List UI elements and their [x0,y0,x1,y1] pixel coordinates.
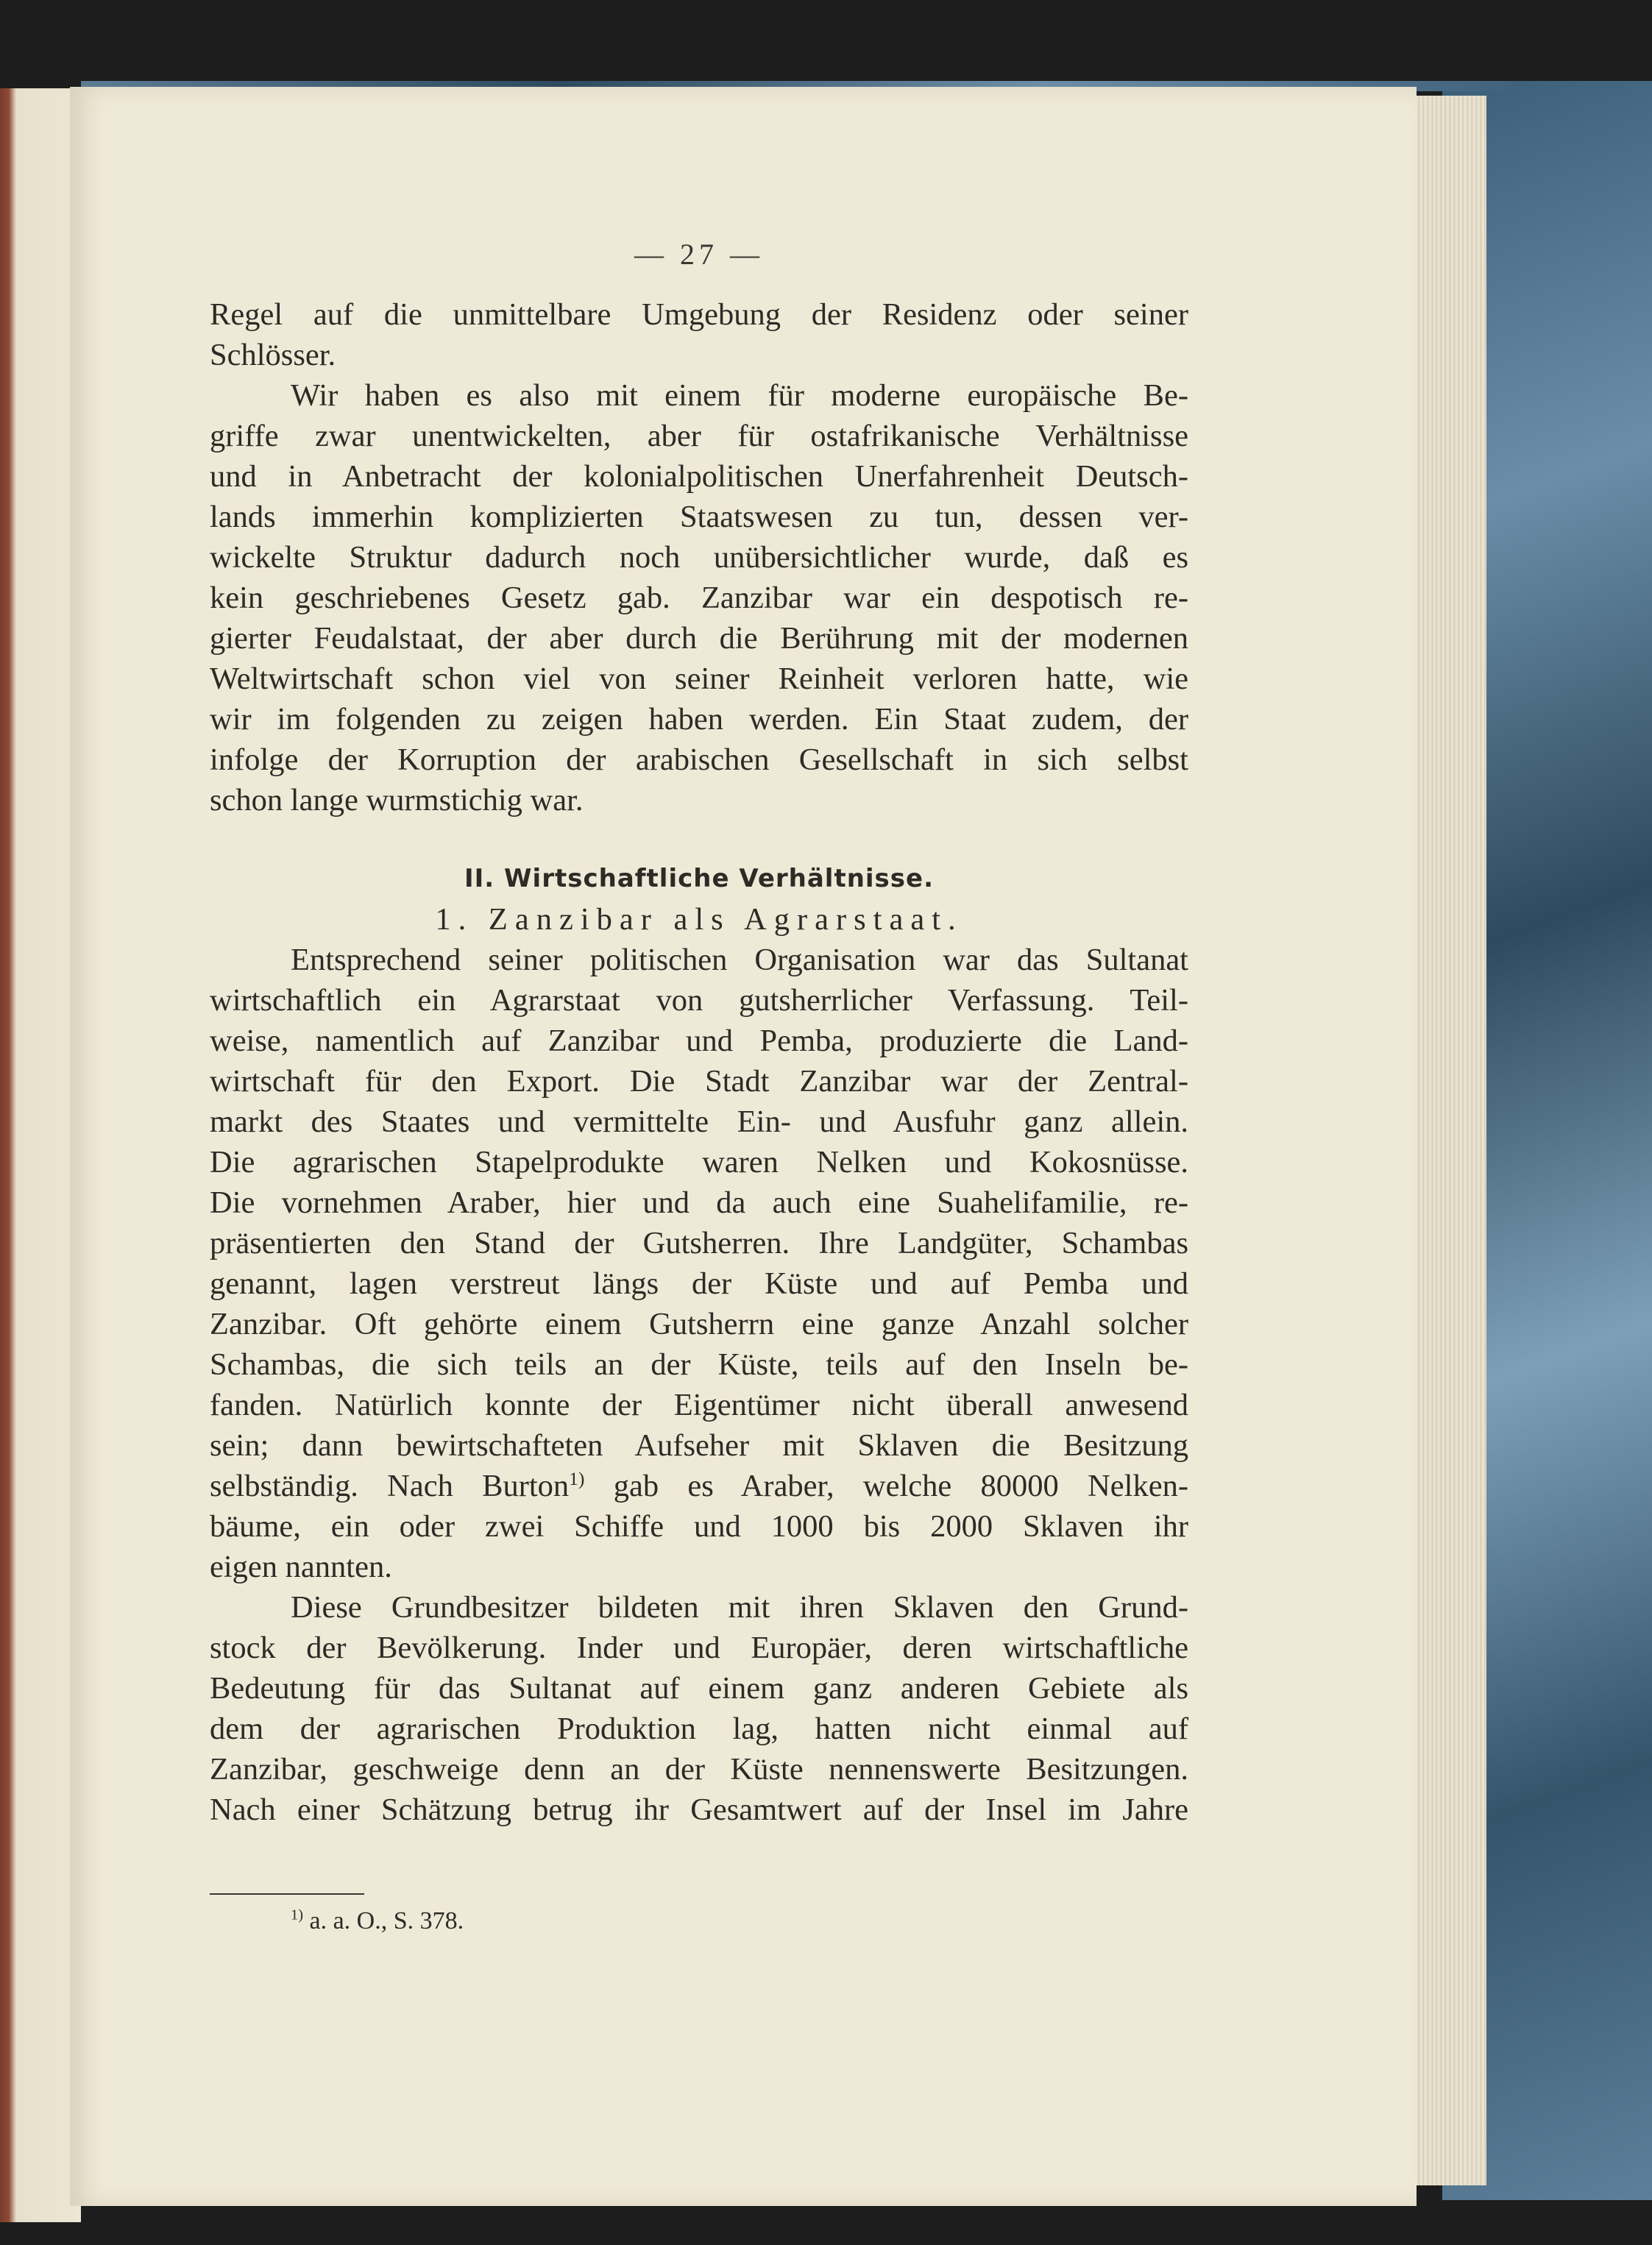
text-line: Wir haben es also mit einem für moderne europäische Be- [291,378,1188,413]
text-line: gierter Feudalstaat, der aber durch die Berührung mit der modernen [210,621,1188,656]
text-line: Zanzibar. Oft gehörte einem Gutsherrn eine ganze Anzahl solcher [210,1307,1188,1341]
text-line: sein; dann bewirtschafteten Aufseher mit Sklaven die Besitzung [210,1428,1188,1463]
text-line: eigen nannten. [210,1550,392,1584]
text-line: wirtschaft für den Export. Die Stadt Zanzibar war der Zentral- [210,1064,1188,1099]
text-line: lands immerhin komplizierten Staatswesen zu tun, dessen ver- [210,500,1188,534]
text-line: genannt, lagen verstreut längs der Küste und auf Pemba und [210,1266,1188,1301]
subsection-heading: 1. Zanzibar als Agrarstaat. [435,902,963,937]
text-line: Zanzibar, geschweige denn an der Küste nennenswerte Besitzungen. [210,1752,1188,1787]
text-line: markt des Staates und vermittelte Ein- und Ausfuhr ganz allein. [210,1104,1188,1139]
text-line: Bedeutung für das Sultanat auf einem ganz anderen Gebiete als [210,1671,1188,1706]
text-line: Entsprechend seiner politischen Organisation war das Sultanat [291,943,1188,977]
text-line: wirtschaftlich ein Agrarstaat von gutsherrlicher Verfassung. Teil- [210,983,1188,1018]
footnote [291,1907,464,1935]
text-line [210,1466,1188,1506]
text-line: Die agrarischen Stapelprodukte waren Nelken und Kokosnüsse. [210,1145,1188,1180]
page-number: — 27 — [634,238,764,271]
text-line: und in Anbetracht der kolonialpolitischen Unerfahrenheit Deutsch- [210,459,1188,494]
footnote-ref: 1) [569,1467,585,1489]
text-line: dem der agrarischen Produktion lag, hatten nicht einmal auf [210,1712,1188,1746]
text-line: griffe zwar unentwickelten, aber für ostafrikanische Verhältnisse [210,419,1188,453]
text-line: schon lange wurmstichig war. [210,783,584,818]
text-line: Nach einer Schätzung betrug ihr Gesamtwert auf der Insel im Jahre [210,1792,1188,1827]
text-line: Weltwirtschaft schon viel von seiner Reinheit verloren hatte, wie [210,662,1188,696]
text-line: Diese Grundbesitzer bildeten mit ihren Sklaven den Grund- [291,1590,1188,1625]
text-line: infolge der Korruption der arabischen Gesellschaft in sich selbst [210,742,1188,777]
text-line: weise, namentlich auf Zanzibar und Pemba, produzierte die Land- [210,1024,1188,1058]
text-line: stock der Bevölkerung. Inder und Europäer, deren wirtschaftliche [210,1631,1188,1665]
text-line: wir im folgenden zu zeigen haben werden. Ein Staat zudem, der [210,702,1188,737]
text-line: präsentierten den Stand der Gutsherren. Ihre Landgüter, Schambas [210,1226,1188,1260]
text-line: wickelte Struktur dadurch noch unübersichtlicher wurde, daß es [210,540,1188,575]
footnote-divider [210,1893,364,1895]
text-line: Schlösser. [210,338,336,372]
left-page-edge [0,88,81,2222]
section-heading: II. Wirtschaftliche Verhältnisse. [464,864,935,893]
text-fragment: gab es Araber, welche 80000 Nelken- [584,1469,1188,1503]
text-line: Regel auf die unmittelbare Umgebung der Residenz oder seiner [210,297,1188,332]
text-line: kein geschriebenes Gesetz gab. Zanzibar war ein despotisch re- [210,581,1188,615]
text-line: bäume, ein oder zwei Schiffe und 1000 bis 2000 Sklaven ihr [210,1509,1188,1544]
text-line: Die vornehmen Araber, hier und da auch eine Suahelifamilie, re- [210,1185,1188,1220]
text-line: fanden. Natürlich konnte der Eigentümer nicht überall anwesend [210,1388,1188,1422]
body-text [210,294,1188,1830]
footnote-marker: 1) [291,1907,303,1923]
footnote-text: a. a. O., S. 378. [303,1907,464,1934]
text-line: Schambas, die sich teils an der Küste, teils auf den Inseln be- [210,1347,1188,1382]
text-fragment: selbständig. Nach Burton [210,1469,570,1503]
